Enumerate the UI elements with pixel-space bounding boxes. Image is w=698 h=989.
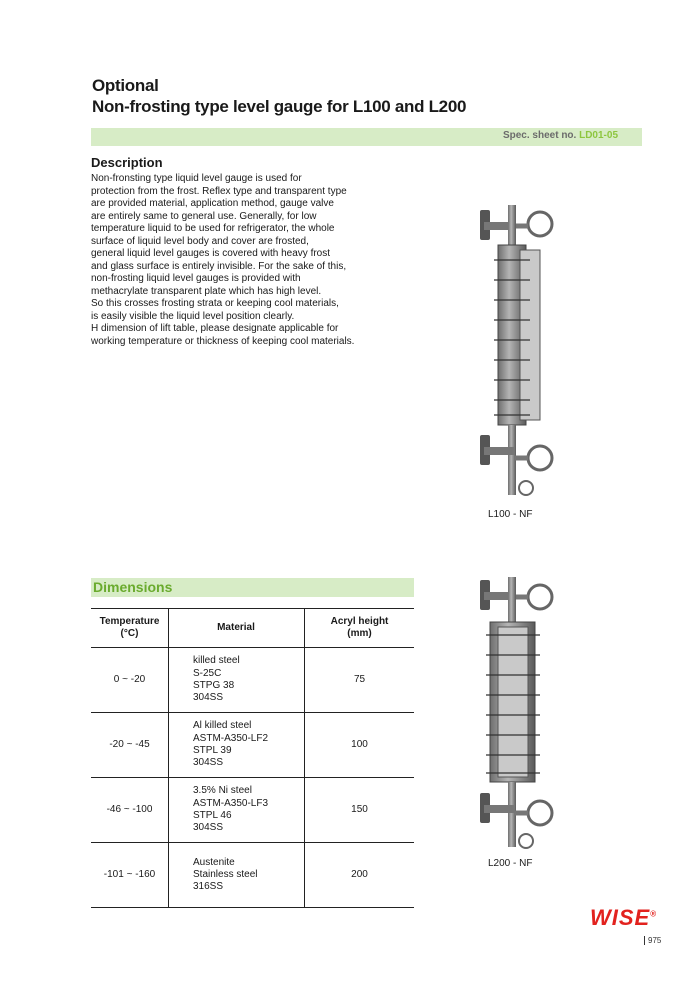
description-line: is easily visible the liquid level position clearly. (91, 310, 295, 322)
cell-acryl-height: 200 (305, 843, 415, 908)
table-row (91, 648, 414, 713)
header-acryl-unit: (mm) (347, 628, 372, 639)
spec-sheet-label (503, 130, 618, 141)
figure-caption-l100: L100 - NF (488, 509, 533, 520)
page-number (644, 936, 661, 945)
page-title (92, 75, 466, 117)
material-line: 304SS (193, 822, 224, 834)
table-header-row (91, 609, 414, 648)
table-row (91, 778, 414, 843)
material-line: 304SS (193, 692, 224, 704)
material-line: STPL 46 (193, 810, 232, 821)
material-line: killed steel (193, 655, 240, 667)
description-body (91, 173, 391, 348)
table-row (91, 843, 414, 908)
level-gauge-l100-image (470, 200, 560, 505)
figure-caption-l200: L200 - NF (488, 858, 533, 869)
header-temperature (91, 609, 169, 648)
material-line: 316SS (193, 881, 224, 893)
material-line: Austenite (193, 856, 235, 868)
description-line: non-frosting liquid level gauges is provided with (91, 273, 301, 284)
header-temperature-unit: (°C) (120, 628, 139, 639)
cell-acryl-height: 100 (305, 713, 415, 778)
description-line: So this crosses frosting strata or keeping cool materials, (91, 298, 339, 309)
wise-logo (590, 905, 657, 931)
description-line: Non-fronsting type liquid level gauge is used for (91, 173, 302, 184)
material-line: 3.5% Ni steel (193, 785, 252, 797)
material-line: STPL 39 (193, 745, 232, 756)
material-line: Stainless steel (193, 868, 258, 880)
description-heading: Description (91, 155, 163, 170)
cell-temperature: -46 ~ -100 (91, 778, 169, 843)
spec-sheet-prefix: Spec. sheet no. (502, 130, 577, 141)
cell-temperature: 0 ~ -20 (91, 648, 169, 713)
table-row (91, 713, 414, 778)
description-line: surface of liquid level body and cover are frosted, (91, 235, 309, 247)
cell-material (169, 713, 305, 778)
description-line: protection from the frost. Reflex type and transparent type (91, 185, 347, 197)
dimensions-heading: Dimensions (93, 579, 173, 595)
material-line: ASTM-A350-LF2 (193, 732, 269, 744)
registered-mark: ® (650, 909, 658, 919)
description-line: general liquid level gauges is covered with heavy frost (91, 248, 331, 259)
description-line: H dimension of lift table, please designate applicable for (91, 323, 339, 334)
material-line: Al killed steel (193, 720, 252, 732)
cell-acryl-height: 75 (305, 648, 415, 713)
header-acryl-height (305, 609, 415, 648)
material-line: S-25C (193, 667, 222, 679)
material-line: ASTM-A350-LF3 (193, 797, 269, 809)
logo-text: WISE (590, 905, 651, 930)
description-line: and glass surface is entirely invisible. For the sake of this, (91, 260, 347, 272)
header-acryl-label: Acryl height (330, 616, 389, 627)
description-line: temperature liquid to be used for refrigerator, the whole (91, 223, 335, 234)
description-line: methacrylate transparent plate which has high level. (91, 285, 322, 297)
material-line: 304SS (193, 757, 224, 769)
header-temperature-label: Temperature (99, 616, 160, 627)
material-line: STPG 38 (193, 680, 235, 691)
description-line: are entirely same to general use. Generally, for low (91, 210, 317, 222)
cell-temperature: -20 ~ -45 (91, 713, 169, 778)
cell-material (169, 778, 305, 843)
header-material: Material (169, 609, 305, 648)
spec-sheet-bar (91, 128, 642, 146)
dimensions-table (91, 608, 414, 908)
cell-material (169, 843, 305, 908)
dimensions-heading-bar (91, 578, 414, 597)
title-line-1: Optional (92, 76, 159, 95)
description-line: are provided material, application method, gauge valve (91, 198, 334, 209)
cell-material (169, 648, 305, 713)
description-line: working temperature or thickness of keeping cool materials. (91, 335, 355, 347)
cell-temperature: -101 ~ -160 (91, 843, 169, 908)
title-line-2: Non-frosting type level gauge for L100 and L200 (92, 97, 467, 116)
cell-acryl-height: 150 (305, 778, 415, 843)
level-gauge-l200-image (470, 575, 560, 855)
spec-sheet-number: LD01-05 (579, 130, 618, 141)
page-number-value: 975 (644, 936, 661, 945)
